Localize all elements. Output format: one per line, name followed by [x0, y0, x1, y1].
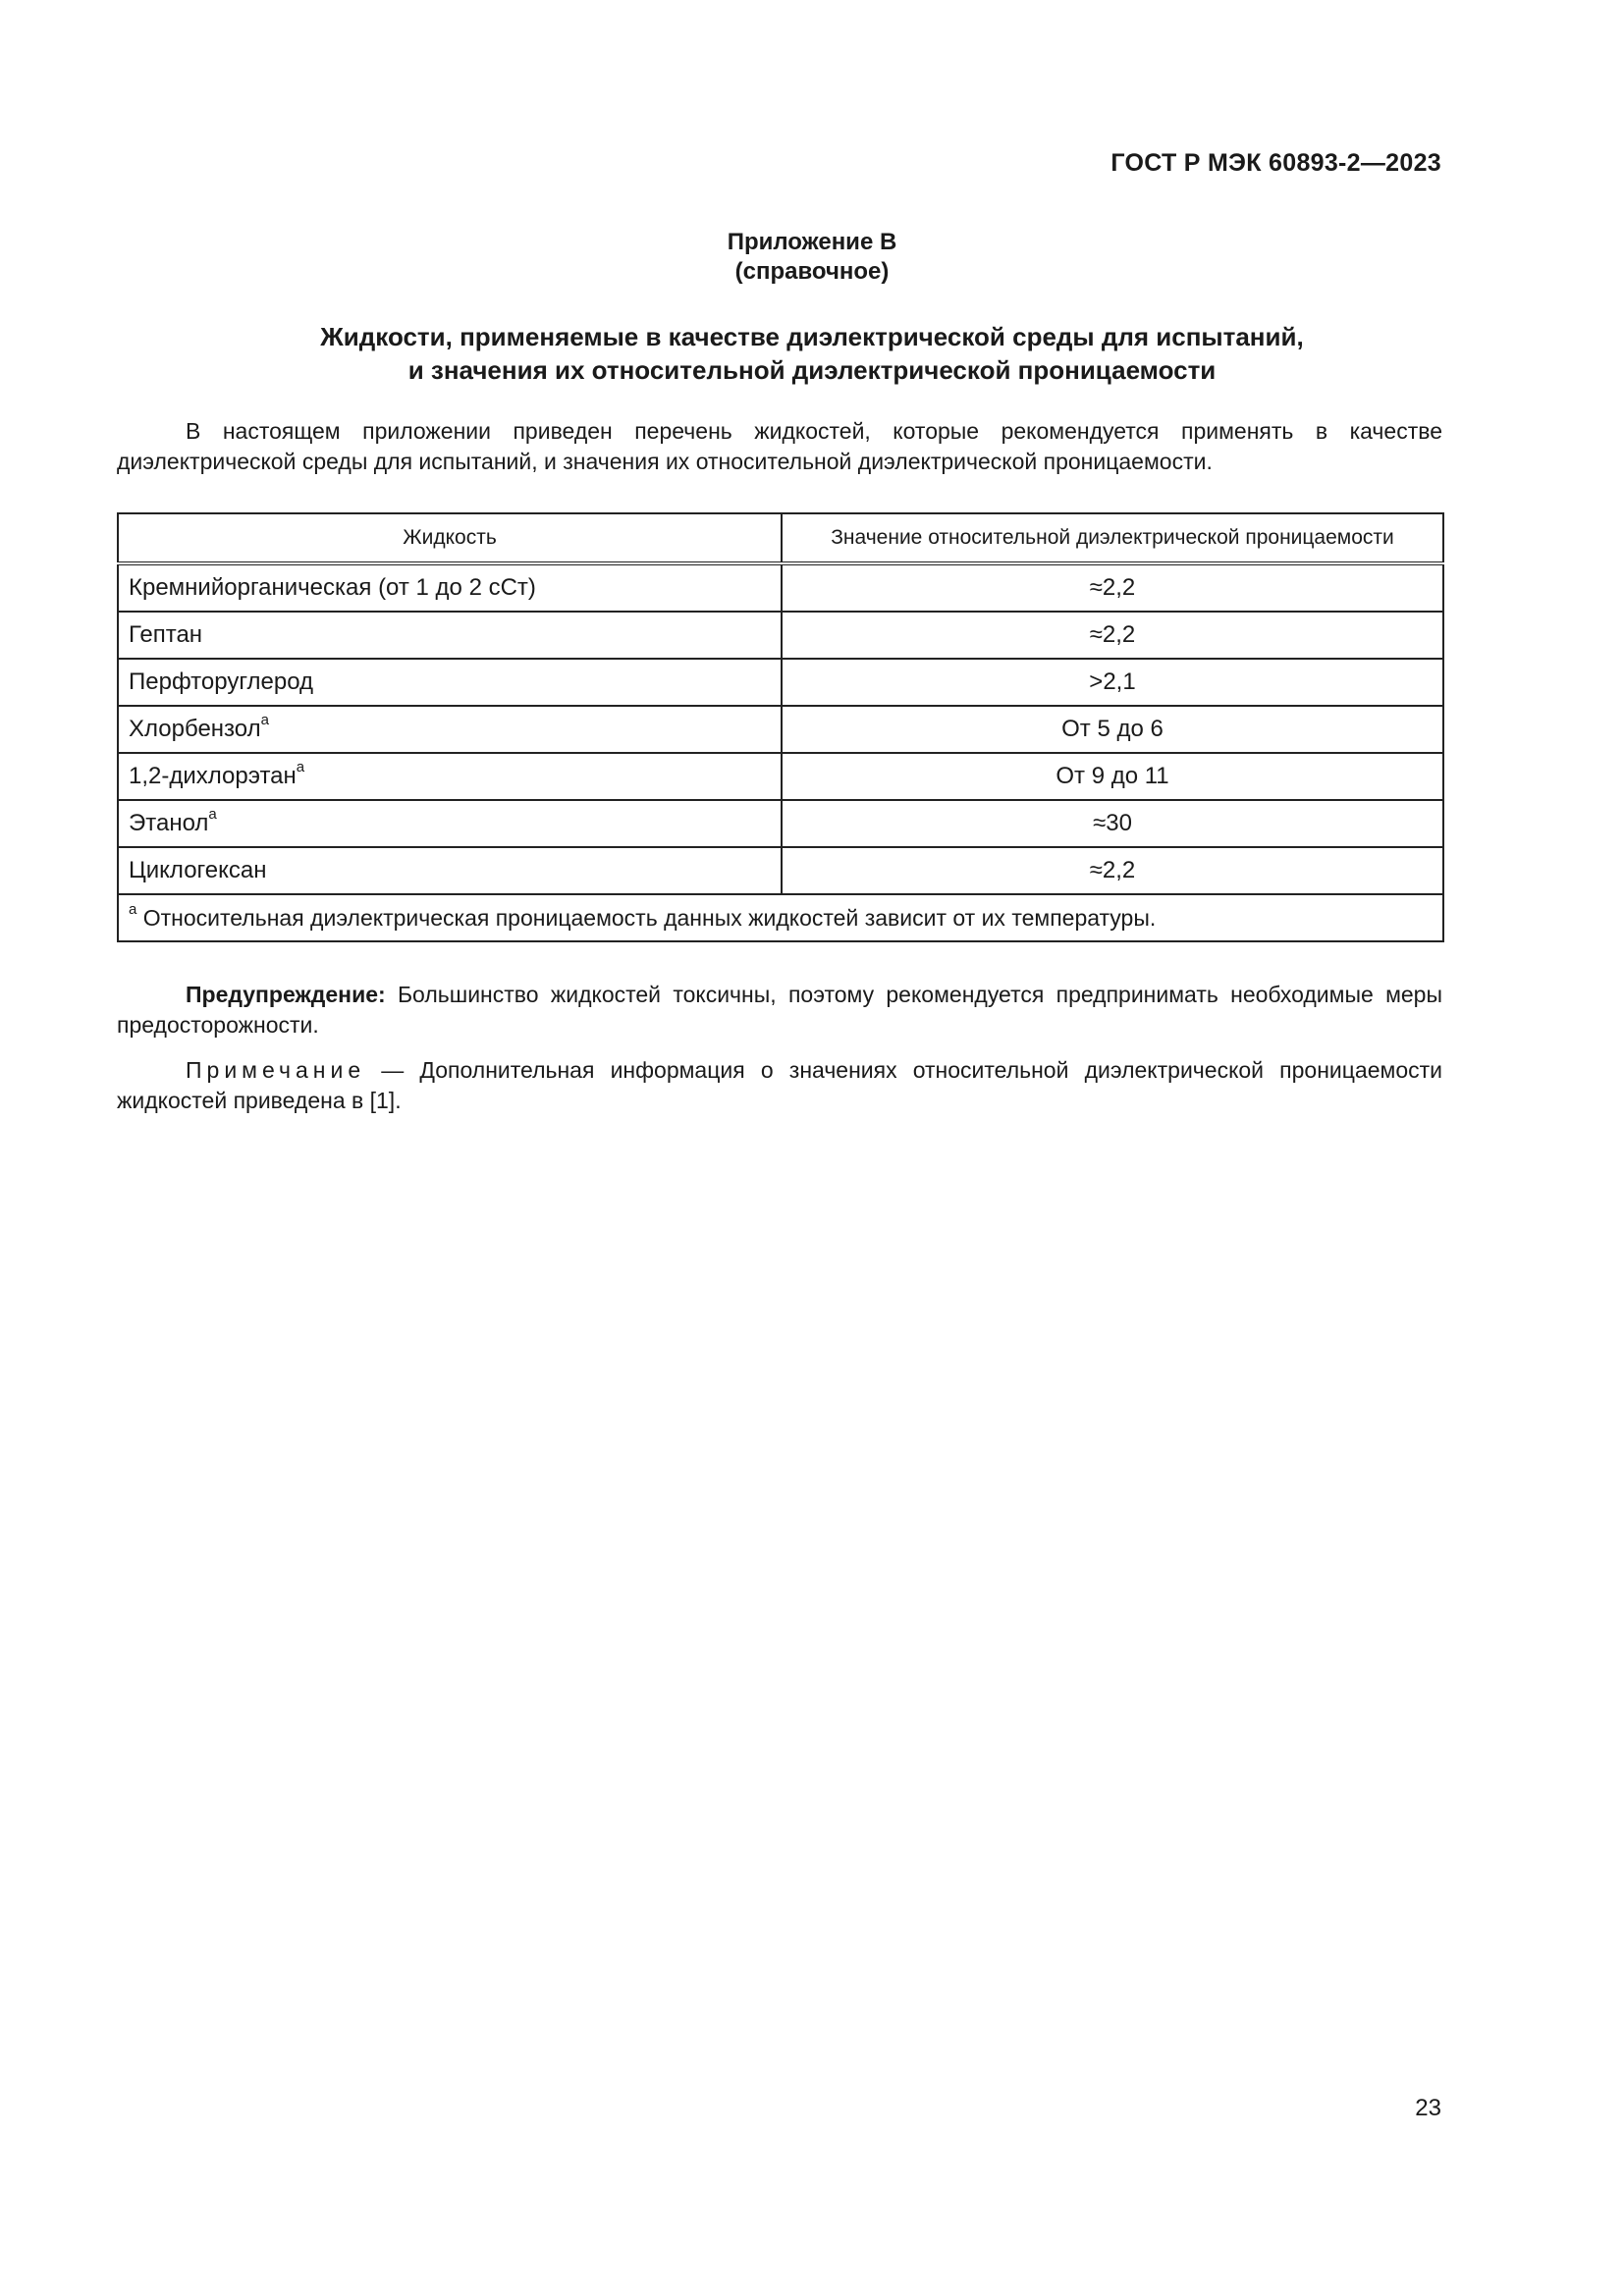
table-row [118, 800, 1443, 847]
permittivity-cell: ≈2,2 [782, 612, 1443, 659]
section-title [0, 320, 1624, 387]
liquid-cell [118, 612, 782, 659]
annex-title: Приложение В [727, 229, 897, 255]
liquid-name: Хлорбензол [129, 716, 261, 742]
footnote-text: Относительная диэлектрическая проницаемость данных жидкостей зависит от их температуры. [142, 904, 1157, 931]
note-text: — Дополнительная информация о значениях относительной диэлектрической проницаемости жидкостей приведена в [1]. [117, 1057, 1442, 1113]
liquid-cell [118, 753, 782, 800]
annex-subtitle: (справочное) [734, 258, 890, 285]
footnote-mark: a [296, 759, 305, 775]
permittivity-cell: ≈30 [782, 800, 1443, 847]
header-liquid: Жидкость [118, 513, 782, 563]
table-footnote [118, 894, 1443, 941]
document-code: ГОСТ Р МЭК 60893-2—2023 [1110, 149, 1441, 177]
liquids-table [117, 512, 1444, 942]
warning-label: Предупреждение: [186, 982, 386, 1007]
permittivity-cell: От 5 до 6 [782, 706, 1443, 753]
permittivity-cell: ≈2,2 [782, 563, 1443, 612]
table-row [118, 563, 1443, 612]
table-row [118, 706, 1443, 753]
note-label: Примечание [186, 1057, 366, 1083]
table-row [118, 612, 1443, 659]
permittivity-cell: ≈2,2 [782, 847, 1443, 894]
section-title-line-2: и значения их относительной диэлектрической проницаемости [407, 355, 1217, 385]
permittivity-cell: >2,1 [782, 659, 1443, 706]
footnote-mark: a [260, 712, 269, 728]
warning-text: Большинство жидкостей токсичны, поэтому рекомендуется предпринимать необходимые меры предосторожности. [117, 982, 1442, 1038]
warning-paragraph [117, 980, 1442, 1041]
permittivity-cell: От 9 до 11 [782, 753, 1443, 800]
annex-heading [0, 228, 1624, 287]
table-row [118, 847, 1443, 894]
footnote-mark: a [129, 900, 137, 918]
section-title-line-1: Жидкости, применяемые в качестве диэлектрической среды для испытаний, [320, 322, 1304, 351]
liquid-name: Перфторуглерод [129, 668, 314, 695]
intro-paragraph: В настоящем приложении приведен перечень жидкостей, которые рекомендуется применять в качестве диэлектрической среды для испытаний, и значения их относительной диэлектрической проницаемости. [117, 418, 1442, 474]
liquid-name: Циклогексан [129, 857, 267, 883]
table-header-row [118, 513, 1443, 563]
liquid-cell [118, 847, 782, 894]
table-row [118, 753, 1443, 800]
liquid-name: 1,2-дихлорэтан [129, 763, 297, 789]
liquid-cell [118, 800, 782, 847]
liquid-name: Гептан [129, 621, 203, 648]
liquid-cell [118, 659, 782, 706]
table-row [118, 659, 1443, 706]
liquid-name: Кремнийорганическая (от 1 до 2 сСт) [129, 574, 536, 601]
page-number: 23 [1415, 2095, 1441, 2121]
note-paragraph [117, 1055, 1442, 1116]
table-footnote-row [118, 894, 1443, 941]
liquid-cell [118, 706, 782, 753]
liquid-cell [118, 563, 782, 612]
liquid-name: Этанол [129, 810, 209, 836]
header-permittivity: Значение относительной диэлектрической проницаемости [782, 513, 1443, 563]
footnote-mark: a [208, 806, 217, 823]
